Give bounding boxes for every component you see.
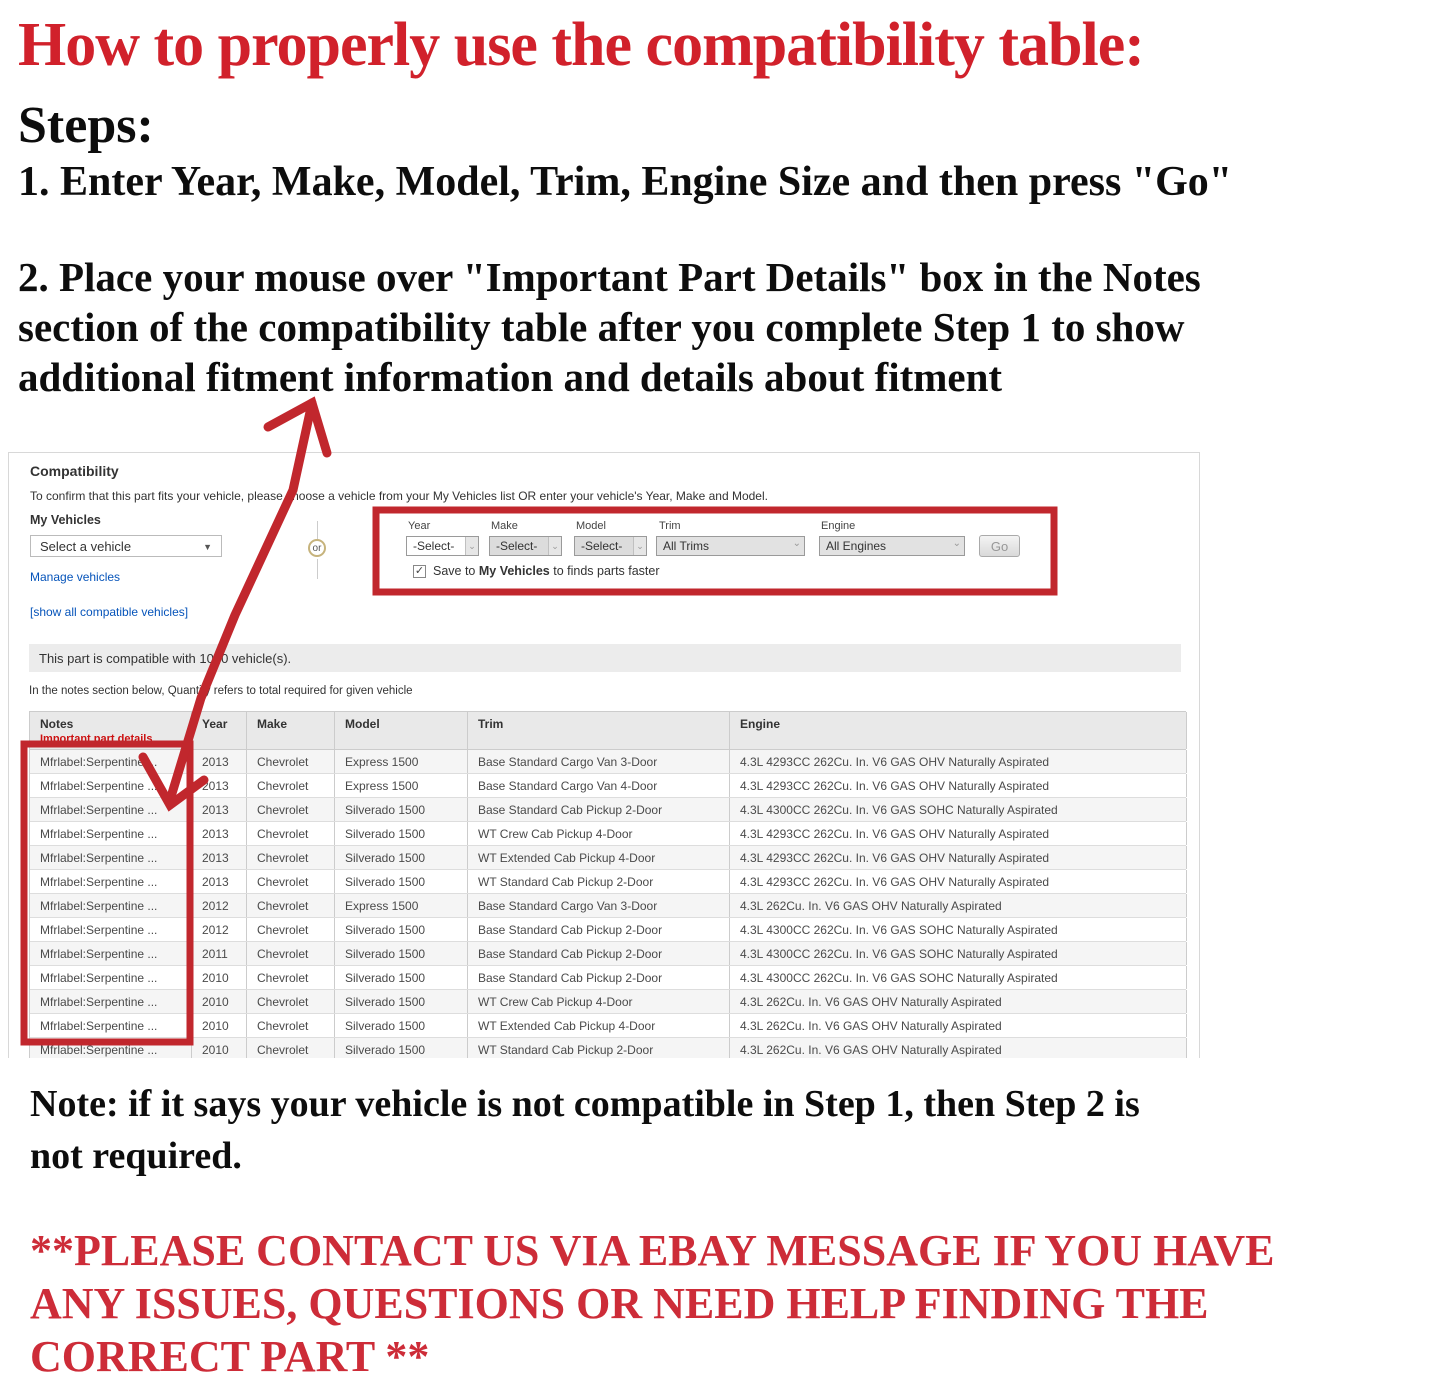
annotation-arrow-head-top	[268, 403, 327, 453]
important-part-details-label[interactable]: Important part details	[40, 733, 153, 745]
page-title: How to properly use the compatibility table:	[18, 11, 1144, 79]
cell-notes: Mfrlabel:Serpentine ...	[30, 870, 192, 893]
cell-year: 2012	[192, 918, 247, 941]
cell-year: 2012	[192, 894, 247, 917]
vehicle-select-value: Select a vehicle	[40, 538, 132, 554]
table-row	[30, 990, 1186, 1014]
table-row	[30, 750, 1186, 774]
checkmark-icon: ✓	[414, 565, 425, 577]
cell-year: 2011	[192, 942, 247, 965]
engine-label: Engine	[821, 520, 856, 532]
bottom-note-text	[30, 1078, 1140, 1182]
year-label: Year	[408, 520, 431, 532]
cell-make: Chevrolet	[247, 918, 335, 941]
cell-make: Chevrolet	[247, 990, 335, 1013]
engine-select[interactable]	[819, 536, 965, 556]
header-notes: Notes Important part details	[30, 712, 192, 749]
cell-make: Chevrolet	[247, 750, 335, 773]
table-row	[30, 870, 1186, 894]
header-trim: Trim	[468, 712, 730, 749]
table-row	[30, 894, 1186, 918]
cell-model: Silverado 1500	[335, 798, 468, 821]
cell-year: 2010	[192, 990, 247, 1013]
cell-trim: WT Crew Cab Pickup 4-Door	[468, 822, 730, 845]
cell-notes: Mfrlabel:Serpentine ...	[30, 774, 192, 797]
trim-select-value: All Trims	[663, 539, 709, 553]
compat-table-body	[30, 750, 1186, 1058]
compatible-count-banner: This part is compatible with 1000 vehicle(s).	[29, 644, 1181, 672]
cell-year: 2010	[192, 1038, 247, 1058]
cell-year: 2010	[192, 1014, 247, 1037]
make-select-value: -Select-	[496, 539, 538, 553]
cell-notes: Mfrlabel:Serpentine ...	[30, 966, 192, 989]
table-row	[30, 774, 1186, 798]
cell-engine: 4.3L 262Cu. In. V6 GAS OHV Naturally Aspirated	[730, 1014, 1187, 1037]
cell-model: Silverado 1500	[335, 822, 468, 845]
model-select[interactable]	[574, 536, 647, 556]
contact-line-1: **PLEASE CONTACT US VIA EBAY MESSAGE IF YOU HAVE	[30, 1226, 1275, 1275]
manage-vehicles-link[interactable]: Manage vehicles	[30, 570, 121, 584]
header-year: Year	[192, 712, 247, 749]
cell-model: Express 1500	[335, 894, 468, 917]
chevron-down-icon: ⌄	[952, 538, 961, 549]
step-2-line-2: section of the compatibility table after you complete Step 1 to show	[18, 304, 1185, 350]
bottom-note-line-1: Note: if it says your vehicle is not compatible in Step 1, then Step 2 is	[30, 1083, 1140, 1125]
cell-model: Silverado 1500	[335, 966, 468, 989]
cell-engine: 4.3L 4300CC 262Cu. In. V6 GAS SOHC Naturally Aspirated	[730, 918, 1187, 941]
cell-engine: 4.3L 262Cu. In. V6 GAS OHV Naturally Aspirated	[730, 894, 1187, 917]
step-2-line-3: additional fitment information and details about fitment	[18, 354, 1003, 400]
cell-trim: WT Standard Cab Pickup 2-Door	[468, 1038, 730, 1058]
cell-model: Express 1500	[335, 750, 468, 773]
cell-make: Chevrolet	[247, 822, 335, 845]
cell-make: Chevrolet	[247, 1014, 335, 1037]
cell-trim: WT Standard Cab Pickup 2-Door	[468, 870, 730, 893]
compatibility-panel	[8, 452, 1200, 1058]
cell-model: Silverado 1500	[335, 942, 468, 965]
cell-notes: Mfrlabel:Serpentine ...	[30, 798, 192, 821]
cell-trim: Base Standard Cargo Van 3-Door	[468, 894, 730, 917]
contact-line-2: ANY ISSUES, QUESTIONS OR NEED HELP FINDING THE	[30, 1279, 1209, 1328]
cell-make: Chevrolet	[247, 942, 335, 965]
header-make: Make	[247, 712, 335, 749]
cell-model: Silverado 1500	[335, 1038, 468, 1058]
model-select-value: -Select-	[581, 539, 623, 553]
cell-year: 2013	[192, 750, 247, 773]
cell-engine: 4.3L 4300CC 262Cu. In. V6 GAS SOHC Naturally Aspirated	[730, 942, 1187, 965]
compatibility-title: Compatibility	[30, 463, 119, 479]
make-label: Make	[491, 520, 518, 532]
table-row	[30, 822, 1186, 846]
trim-select[interactable]	[656, 536, 805, 556]
cell-year: 2013	[192, 822, 247, 845]
table-row	[30, 942, 1186, 966]
trim-label: Trim	[659, 520, 681, 532]
cell-notes: Mfrlabel:Serpentine ...	[30, 1038, 192, 1058]
header-engine: Engine	[730, 712, 1187, 749]
cell-year: 2013	[192, 774, 247, 797]
cell-notes: Mfrlabel:Serpentine ...	[30, 894, 192, 917]
cell-notes: Mfrlabel:Serpentine ...	[30, 942, 192, 965]
cell-engine: 4.3L 4300CC 262Cu. In. V6 GAS SOHC Naturally Aspirated	[730, 798, 1187, 821]
chevron-down-icon: ⌄	[465, 537, 478, 555]
cell-trim: Base Standard Cab Pickup 2-Door	[468, 798, 730, 821]
header-model: Model	[335, 712, 468, 749]
cell-trim: Base Standard Cab Pickup 2-Door	[468, 966, 730, 989]
or-separator: or	[308, 539, 326, 557]
cell-year: 2010	[192, 966, 247, 989]
cell-engine: 4.3L 4293CC 262Cu. In. V6 GAS OHV Naturally Aspirated	[730, 870, 1187, 893]
table-row	[30, 1014, 1186, 1038]
cell-make: Chevrolet	[247, 870, 335, 893]
cell-make: Chevrolet	[247, 1038, 335, 1058]
cell-trim: WT Crew Cab Pickup 4-Door	[468, 990, 730, 1013]
cell-engine: 4.3L 262Cu. In. V6 GAS OHV Naturally Aspirated	[730, 990, 1187, 1013]
chevron-down-icon: ⌄	[633, 537, 646, 555]
cell-make: Chevrolet	[247, 966, 335, 989]
cell-trim: Base Standard Cargo Van 3-Door	[468, 750, 730, 773]
cell-make: Chevrolet	[247, 774, 335, 797]
cell-year: 2013	[192, 870, 247, 893]
table-row	[30, 846, 1186, 870]
or-divider-line	[317, 521, 318, 539]
cell-notes: Mfrlabel:Serpentine ...	[30, 1014, 192, 1037]
or-divider-line	[317, 559, 318, 579]
year-select[interactable]	[406, 536, 479, 556]
cell-notes: Mfrlabel:Serpentine ...	[30, 750, 192, 773]
bottom-note-line-2: not required.	[30, 1135, 242, 1177]
cell-engine: 4.3L 4293CC 262Cu. In. V6 GAS OHV Naturally Aspirated	[730, 846, 1187, 869]
cell-notes: Mfrlabel:Serpentine ...	[30, 990, 192, 1013]
show-all-compatible-vehicles-link[interactable]: [show all compatible vehicles]	[30, 605, 189, 619]
table-row	[30, 798, 1186, 822]
vehicle-select-dropdown[interactable]	[30, 535, 222, 557]
step-2-line-1: 2. Place your mouse over "Important Part Details" box in the Notes	[18, 254, 1201, 300]
table-row	[30, 966, 1186, 990]
cell-model: Silverado 1500	[335, 990, 468, 1013]
cell-trim: WT Extended Cab Pickup 4-Door	[468, 1014, 730, 1037]
cell-engine: 4.3L 262Cu. In. V6 GAS OHV Naturally Aspirated	[730, 1038, 1187, 1058]
make-select[interactable]	[489, 536, 562, 556]
cell-model: Silverado 1500	[335, 1014, 468, 1037]
engine-select-value: All Engines	[826, 539, 887, 553]
notes-hint-text: In the notes section below, Quantity refers to total required for given vehicle	[29, 685, 413, 697]
my-vehicles-label: My Vehicles	[30, 513, 101, 527]
cell-trim: Base Standard Cargo Van 4-Door	[468, 774, 730, 797]
cell-make: Chevrolet	[247, 894, 335, 917]
save-to-my-vehicles-checkbox[interactable]	[413, 565, 426, 578]
cell-trim: WT Extended Cab Pickup 4-Door	[468, 846, 730, 869]
table-row	[30, 918, 1186, 942]
contact-us-text	[30, 1224, 1275, 1383]
cell-model: Express 1500	[335, 774, 468, 797]
cell-engine: 4.3L 4293CC 262Cu. In. V6 GAS OHV Naturally Aspirated	[730, 750, 1187, 773]
compatibility-intro-text: To confirm that this part fits your vehicle, please choose a vehicle from your My Vehicles list OR enter your vehicle's Year, Make and Model.	[30, 489, 768, 503]
chevron-down-icon: ⌄	[792, 538, 801, 549]
steps-heading: Steps:	[18, 97, 154, 154]
cell-engine: 4.3L 4293CC 262Cu. In. V6 GAS OHV Naturally Aspirated	[730, 822, 1187, 845]
cell-make: Chevrolet	[247, 798, 335, 821]
cell-make: Chevrolet	[247, 846, 335, 869]
go-button[interactable]: Go	[979, 535, 1020, 557]
cell-model: Silverado 1500	[335, 846, 468, 869]
cell-year: 2013	[192, 846, 247, 869]
cell-engine: 4.3L 4300CC 262Cu. In. V6 GAS SOHC Naturally Aspirated	[730, 966, 1187, 989]
table-header-row	[30, 712, 1186, 750]
cell-model: Silverado 1500	[335, 870, 468, 893]
cell-engine: 4.3L 4293CC 262Cu. In. V6 GAS OHV Naturally Aspirated	[730, 774, 1187, 797]
compatibility-table	[29, 711, 1186, 1058]
cell-notes: Mfrlabel:Serpentine ...	[30, 918, 192, 941]
cell-trim: Base Standard Cab Pickup 2-Door	[468, 918, 730, 941]
step-1-text: 1. Enter Year, Make, Model, Trim, Engine Size and then press "Go"	[18, 159, 1233, 205]
chevron-down-icon: ⌄	[548, 537, 561, 555]
step-2-text	[18, 252, 1201, 402]
cell-notes: Mfrlabel:Serpentine ...	[30, 846, 192, 869]
cell-trim: Base Standard Cab Pickup 2-Door	[468, 942, 730, 965]
caret-down-icon: ▼	[203, 542, 212, 552]
table-row	[30, 1038, 1186, 1058]
cell-year: 2013	[192, 798, 247, 821]
cell-model: Silverado 1500	[335, 918, 468, 941]
year-select-value: -Select-	[413, 539, 455, 553]
save-checkbox-label: Save to My Vehicles to finds parts faster	[433, 564, 660, 578]
contact-line-3: CORRECT PART **	[30, 1332, 430, 1381]
model-label: Model	[576, 520, 606, 532]
cell-notes: Mfrlabel:Serpentine ...	[30, 822, 192, 845]
